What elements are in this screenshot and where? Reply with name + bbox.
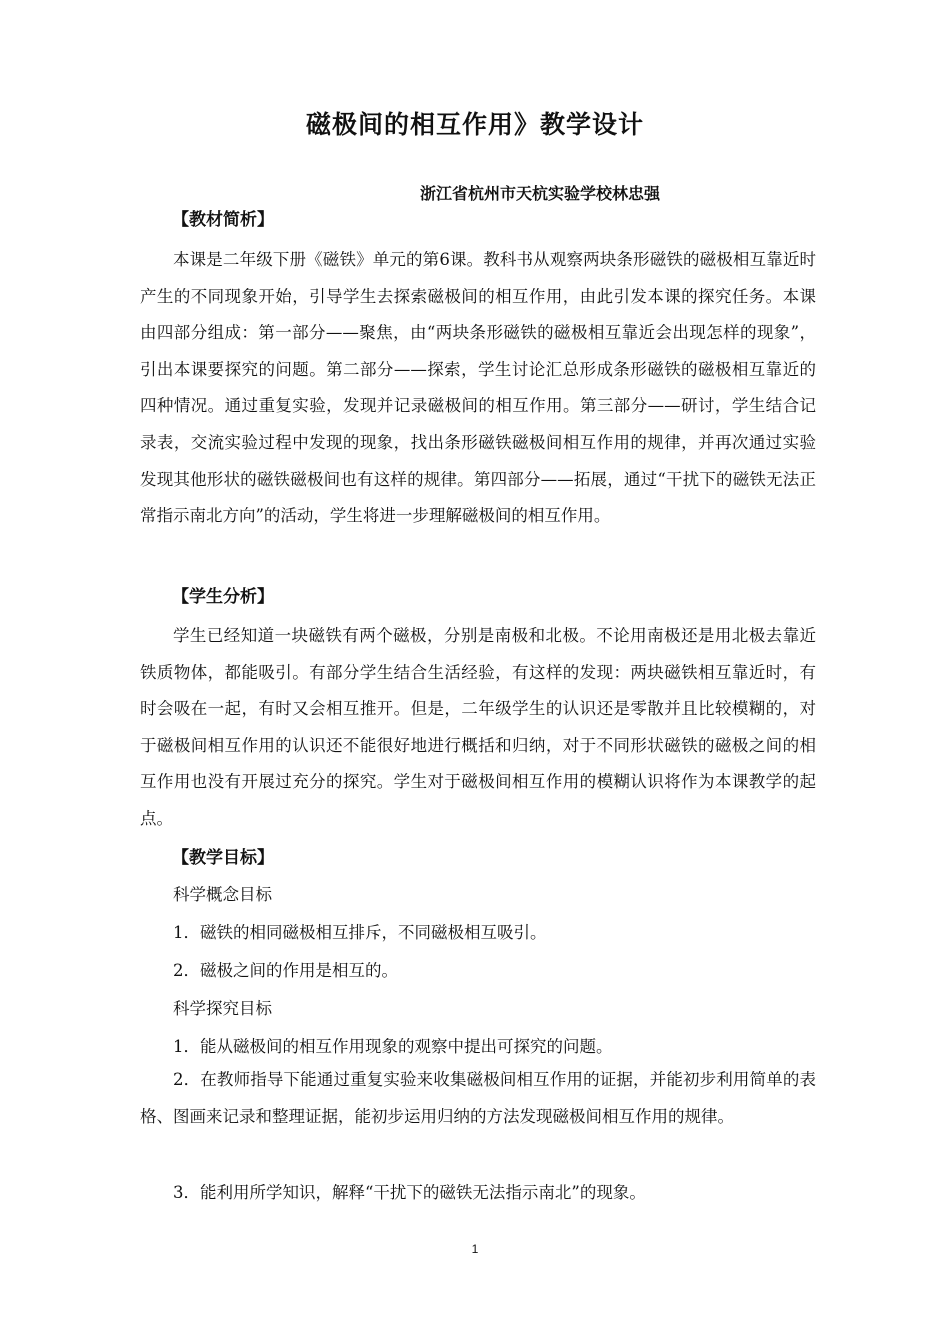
goal-inquiry-item-2: 2．在教师指导下能通过重复实验来收集磁极间相互作用的证据，并能初步利用简单的表格、图画来记录和整理证据，能初步运用归纳的方法发现磁极间相互作用的规律。 bbox=[140, 1070, 816, 1126]
goal-concept-item-1: 1．磁铁的相同磁极相互排斥，不同磁极相互吸引。 bbox=[173, 923, 547, 942]
page-number: 1 bbox=[471, 1242, 479, 1256]
section-heading-textbook: 【教材简析】 bbox=[172, 210, 274, 230]
paragraph-textbook-analysis: 本课是二年级下册《磁铁》单元的第6课。教科书从观察两块条形磁铁的磁极相互靠近时产生的不同现象开始，引导学生去探索磁极间的相互作用，由此引发本课的探究任务。本课由四部分组成：第一部分——聚焦，由“两块条形磁铁的磁极相互靠近会出现怎样的现象”，引出本课要探究的问题。第二部分——探索，学生讨论汇总形成条形磁铁的磁极相互靠近的四种情况。通过重复实验，发现并记录磁极间的相互作用。第三部分——研讨，学生结合记录表，交流实验过程中发现的现象，找出条形磁铁磁极间相互作用的规律，并再次通过实验发现其他形状的磁铁磁极间也有这样的规律。第四部分——拓展，通过“干扰下的磁铁无法正常指示南北方向”的活动，学生将进一步理解磁极间的相互作用。 bbox=[140, 250, 816, 526]
goal-inquiry-item-3: 3．能利用所学知识，解释“干扰下的磁铁无法指示南北”的现象。 bbox=[173, 1183, 646, 1202]
section-heading-students: 【学生分析】 bbox=[172, 587, 274, 607]
paragraph-student-analysis: 学生已经知道一块磁铁有两个磁极，分别是南极和北极。不论用南极还是用北极去靠近铁质物体，都能吸引。有部分学生结合生活经验，有这样的发现：两块磁铁相互靠近时，有时会吸在一起，有时又会相互推开。但是，二年级学生的认识还是零散并且比较模糊的，对于磁极间相互作用的认识还不能很好地进行概括和归纳，对于不同形状磁铁的磁极之间的相互作用也没有开展过充分的探究。学生对于磁极间相互作用的模糊认识将作为本课教学的起点。 bbox=[140, 626, 816, 828]
goal-concept-item-2: 2．磁极之间的作用是相互的。 bbox=[173, 961, 398, 980]
goal-subheading-concept: 科学概念目标 bbox=[173, 885, 272, 904]
section-heading-goals: 【教学目标】 bbox=[172, 848, 274, 868]
document-title: 磁极间的相互作用》教学设计 bbox=[305, 110, 644, 139]
goal-subheading-inquiry: 科学探究目标 bbox=[173, 999, 272, 1018]
author-line: 浙江省杭州市天杭实验学校林忠强 bbox=[419, 184, 660, 203]
goal-inquiry-item-1: 1．能从磁极间的相互作用现象的观察中提出可探究的问题。 bbox=[173, 1037, 613, 1056]
